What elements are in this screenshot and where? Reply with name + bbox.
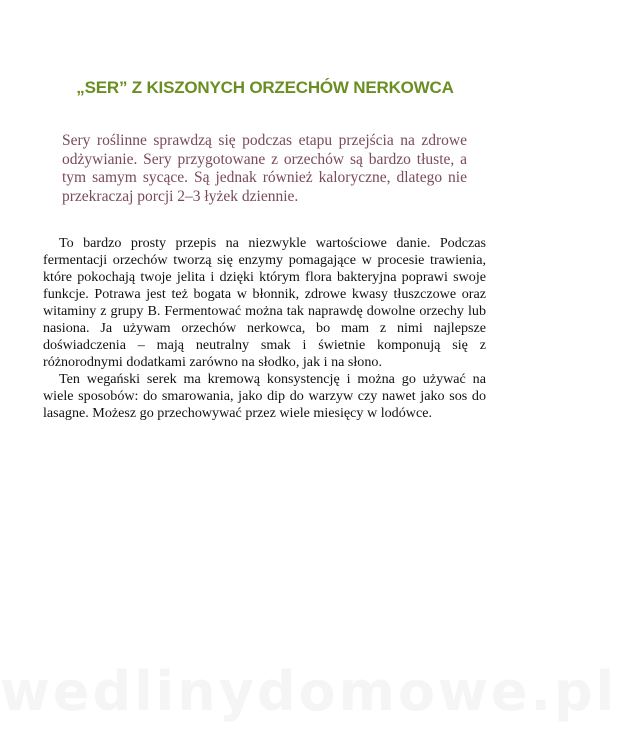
body-text	[43, 235, 486, 422]
body-paragraph: To bardzo prosty przepis na niezwykle wartościowe danie. Podczas fermentacji orzechów tworzą się enzymy pomagające w procesie trawienia, które pokochają twoje jelita i dzięki którym flora bakteryjna poprawi swoje funkcje. Potrawa jest też bogata w błonnik, zdrowe kwasy tłuszczowe oraz witaminy z grupy B. Fermentować można tak naprawdę dowolne orzechy lub nasiona. Ja używam orzechów nerkowca, bo mam z nimi najlepsze doświadczenia – mają neutralny smak i świetnie komponują się z różnorodnymi dodatkami zarówno na słodko, jak i na słono.	[43, 235, 486, 370]
watermark: wedlinydomowe.pl	[0, 660, 617, 723]
intro-paragraph: Sery roślinne sprawdzą się podczas etapu przejścia na zdrowe odżywianie. Sery przygotowane z orzechów są bardzo tłuste, a tym samym sycące. Są jednak również kaloryczne, dlatego nie przekraczaj porcji 2–3 łyżek dziennie.	[62, 132, 467, 205]
recipe-title: „SER” Z KISZONYCH ORZECHÓW NERKOWCA	[76, 78, 454, 97]
body-paragraph: Ten wegański serek ma kremową konsystencję i można go używać na wiele sposobów: do smarowania, jako dip do warzyw czy nawet jako sos do lasagne. Możesz go przechowywać przez wiele miesięcy w lodówce.	[43, 371, 486, 421]
